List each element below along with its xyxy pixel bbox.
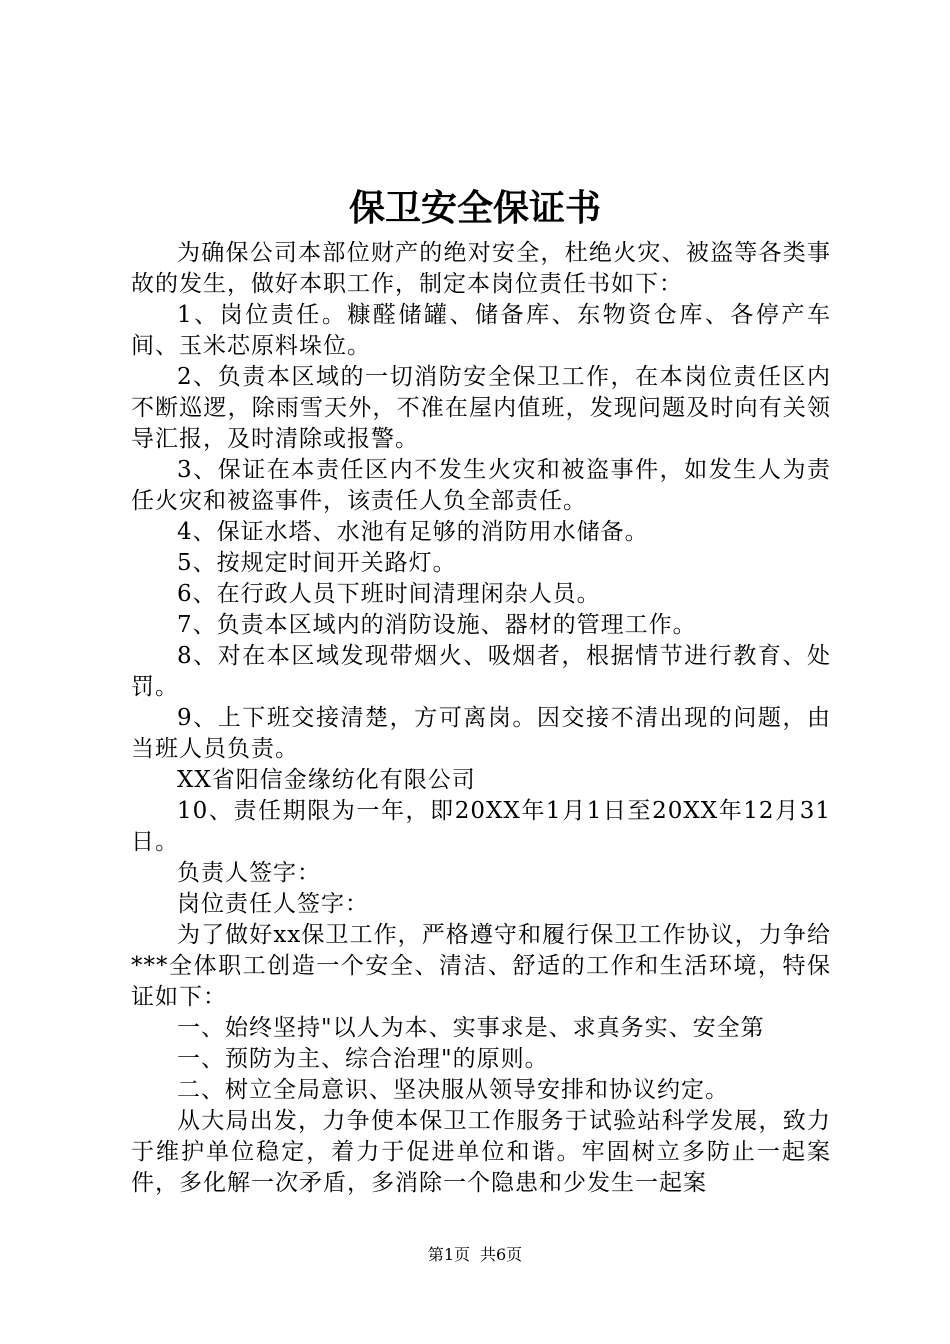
- paragraph-item-5: 5、按规定时间开关路灯。: [177, 550, 457, 576]
- paragraph-item-7: 7、负责本区域内的消防设施、器材的管理工作。: [177, 612, 697, 638]
- page-total: 共6页: [480, 1245, 523, 1264]
- paragraph-item-6: 6、在行政人员下班时间清理闲杂人员。: [177, 581, 601, 607]
- paragraph-item-10: 10、责任期限为一年，即20XX年1月1日至20XX年12月31日。: [131, 798, 831, 855]
- paragraph-second-intro: 为了做好xx保卫工作，严格遵守和履行保卫工作协议，力争给***全体职工创造一个安全、清洁、舒适的工作和生活环境，特保证如下：: [131, 922, 831, 1010]
- paragraph-principle-1-cont: 一、预防为主、综合治理"的原则。: [177, 1046, 549, 1072]
- paragraph-principle-1: 一、始终坚持"以人为本、实事求是、求真务实、安全第: [177, 1015, 765, 1041]
- document-title: 保卫安全保证书: [348, 187, 601, 229]
- paragraph-principle-2: 二、树立全局意识、坚决服从领导安排和协议约定。: [177, 1077, 729, 1103]
- paragraph-item-4: 4、保证水塔、水池有足够的消防用水储备。: [177, 519, 649, 545]
- paragraph-item-9: 9、上下班交接清楚，方可离岗。因交接不清出现的问题，由当班人员负责。: [131, 705, 831, 762]
- paragraph-item-8: 8、对在本区域发现带烟火、吸烟者，根据情节进行教育、处罚。: [131, 643, 831, 700]
- paragraph-item-3: 3、保证在本责任区内不发生火灾和被盗事件，如发生人为责任火灾和被盗事件，该责任人负全部责任。: [131, 457, 831, 514]
- page-footer: [0, 1245, 950, 1265]
- page-number: 第1页: [427, 1245, 470, 1264]
- paragraph-item-1: 1、岗位责任。糠醛储罐、储备库、东物资仓库、各停产车间、玉米芯原料垛位。: [131, 302, 831, 359]
- signature-post-responsible: 岗位责任人签字：: [177, 891, 369, 917]
- paragraph-item-2: 2、负责本区域的一切消防安全保卫工作，在本岗位责任区内不断巡逻，除雨雪天外，不准在屋内值班，发现问题及时向有关领导汇报，及时清除或报警。: [131, 364, 831, 452]
- paragraph-overall: 从大局出发，力争使本保卫工作服务于试验站科学发展，致力于维护单位稳定，着力于促进单位和谐。牢固树立多防止一起案件，多化解一次矛盾，多消除一个隐患和少发生一起案: [131, 1108, 831, 1196]
- company-name: XX省阳信金缘纺化有限公司: [177, 767, 476, 793]
- paragraph-intro: 为确保公司本部位财产的绝对安全，杜绝火灾、被盗等各类事故的发生，做好本职工作，制定本岗位责任书如下：: [131, 240, 831, 297]
- document-body: [131, 238, 831, 1199]
- signature-responsible: 负责人签字：: [177, 860, 321, 886]
